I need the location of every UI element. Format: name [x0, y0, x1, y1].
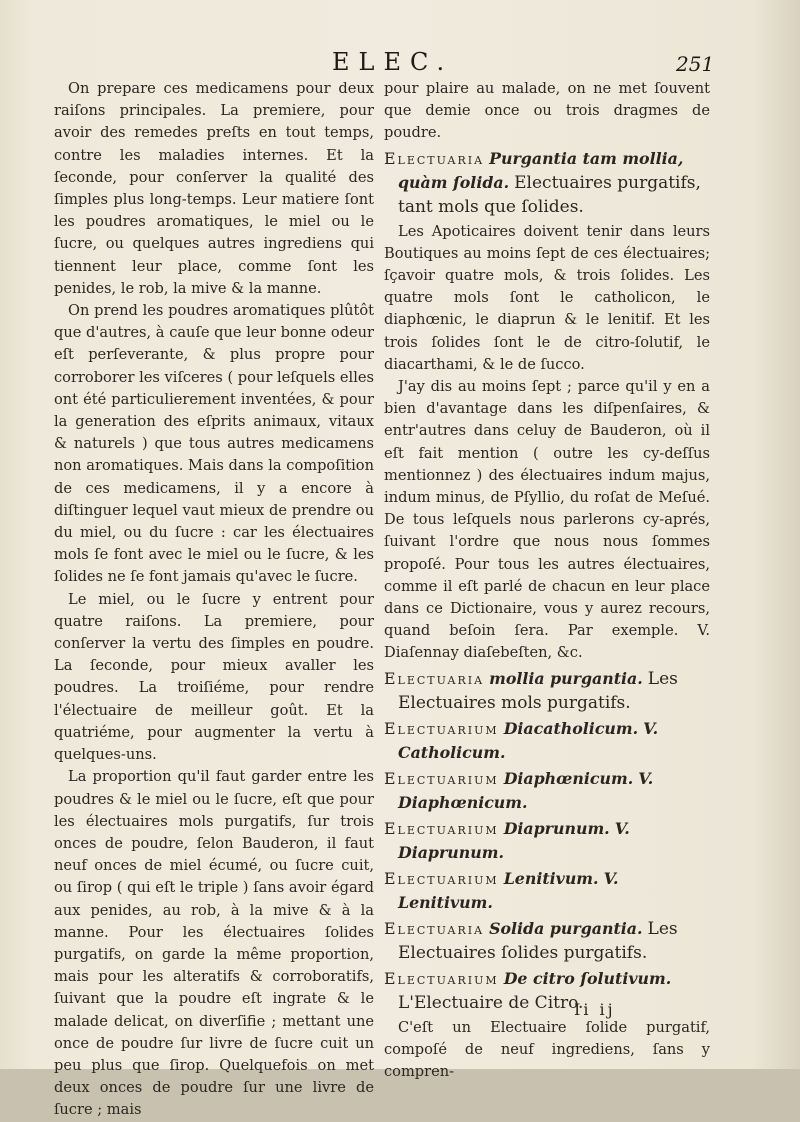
dictionary-entry [384, 717, 710, 765]
entry-reference: V. Diaprunum. [398, 818, 630, 862]
entry-french: Electuaires purgatifs, tant mols que ſolides. [398, 172, 701, 217]
entry-headword: Electuarium [384, 968, 499, 988]
dictionary-entry [384, 147, 710, 219]
paragraph: C'eſt un Electuaire ſolide purgatif, compoſé de neuf ingrediens, ſans y compren- [384, 1018, 710, 1081]
paragraph-continued: pour plaire au malade, on ne met ſouvent que demie once ou trois dragmes de poudre. [384, 80, 710, 142]
entry-reference: V. Diaphœnicum. [398, 768, 654, 812]
dictionary-entry [384, 917, 710, 965]
dictionary-entry [384, 767, 710, 815]
left-column [54, 78, 374, 1122]
paragraph: J'ay dis au moins ſept ; parce qu'il y en a bien d'avantage dans les diſpenſaires, & entr'autres dans celuy de Bauderon, où il eſt fait mention ( outre les cy-deſſus mentionnez ) des électuaires indum majus, indum minus, de Pſyllio, du roſat de Meſué. De tous leſquels nous parlerons cy-aprés, ſuivant l'ordre que nous nous ſommes propoſé. Pour tous les autres électuaires, comme il eſt parlé de chacun en leur place dans ce Dictionaire, vous y aurez recours, quand beſoin ſera. Par exemple. V. Diaſennay diaſebeſten, &c. [384, 378, 710, 662]
dictionary-entry [384, 867, 710, 915]
entry-reference: V. Catholicum. [398, 718, 659, 762]
entry-reference: V. Lenitivum. [398, 868, 619, 912]
signature-mark: Ii ij [574, 1000, 616, 1019]
entry-headword: Electuarium [384, 868, 499, 888]
right-column [384, 78, 710, 1083]
entry-latin: mollia purgantia. [489, 668, 643, 688]
entry-latin: Purgantia tam mollia, quàm ſolida. [398, 148, 684, 192]
dictionary-entry [384, 817, 710, 865]
entry-french: Les Electuaires mols purgatifs. [398, 668, 678, 713]
entry-french: L'Electuaire de Citro. [398, 992, 584, 1013]
entry-headword: Electuaria [384, 148, 485, 168]
page-number: 251 [676, 52, 715, 76]
entry-headword: Electuaria [384, 918, 485, 938]
entry-french: Les Electuaires ſolides purgatifs. [398, 918, 678, 963]
entry-headword: Electuarium [384, 818, 499, 838]
entry-headword: Electuaria [384, 668, 485, 688]
entry-latin: De citro ſolutivum. [503, 968, 672, 988]
running-head: ELEC. [332, 48, 454, 76]
entry-latin: Diaphœnicum. [503, 768, 634, 788]
paragraph: La proportion qu'il faut garder entre les poudres & le miel ou le ſucre, eſt que pour les électuaires mols purgatifs, ſur trois onces de poudre, ſelon Bauderon, il faut neuf onces de miel écumé, ou ſucre cuit, ou ſirop ( qui eſt le triple ) ſans avoir égard aux penides, au rob, à la mive & à la manne. Pour les électuaires ſolides purgatifs, on garde la même proportion, mais pour les alteratifs & corroboratifs, ſuivant que la poudre eſt ingrate & le malade delicat, on diverſifie ; mettant une once de poudre ſur livre de ſucre cuit un peu plus que ſirop. Quelquefois on met deux onces de poudre ſur une livre de ſucre ; mais [54, 768, 374, 1119]
page-header [0, 48, 800, 80]
dictionary-entry [384, 667, 710, 715]
paragraph: On prepare ces medicamens pour deux raiſons principales. La premiere, pour avoir des remedes preſts en tout temps, contre les maladies internes. Et la ſeconde, pour conſerver la qualité des ſimples plus long-temps. Leur matiere ſont les poudres aromatiques, le miel ou le ſucre, ou quelques autres ingrediens qui tiennent leur place, comme ſont les penides, le rob, la mive & la manne. [54, 80, 374, 297]
entry-latin: Diaprunum. [503, 818, 610, 838]
paragraph: Le miel, ou le ſucre y entrent pour quatre raiſons. La premiere, pour conſerver la vertu des ſimples en poudre. La ſeconde, pour mieux avaller les poudres. La troiſiéme, pour rendre l'électuaire de meilleur goût. Et la quatriéme, pour augmenter la vertu à quelques-uns. [54, 590, 374, 764]
entry-headword: Electuarium [384, 768, 499, 788]
entry-latin: Solida purgantia. [489, 918, 643, 938]
entry-headword: Electuarium [384, 718, 499, 738]
entry-latin: Diacatholicum. [503, 718, 639, 738]
entry-latin: Lenitivum. [503, 868, 599, 888]
paragraph: Les Apoticaires doivent tenir dans leurs Boutiques au moins ſept de ces électuaires; ſçavoir quatre mols, & trois ſolides. Les quatre mols ſont le catholicon, le diaphœnic, le diaprun & le lenitif. Et les trois ſolides ſont le de citro-ſolutif, le diacarthami, & le de ſucco. [384, 222, 710, 373]
paragraph: On prend les poudres aromatiques plûtôt que d'autres, à cauſe que leur bonne odeur eſt perſeverante, & plus propre pour corroborer les viſceres ( pour leſquels elles ont été particulierement inventées, & pour la generation des eſprits animaux, vitaux & naturels ) que tous autres medicamens non aromatiques. Mais dans la compoſition de ces medicamens, il y a encore à diſtinguer lequel vaut mieux de prendre ou du miel, ou du ſucre : car les électuaires mols ſe font avec le miel ou le ſucre, & les ſolides ne ſe font jamais qu'avec le ſucre. [54, 302, 374, 586]
dictionary-entry [384, 967, 710, 1015]
